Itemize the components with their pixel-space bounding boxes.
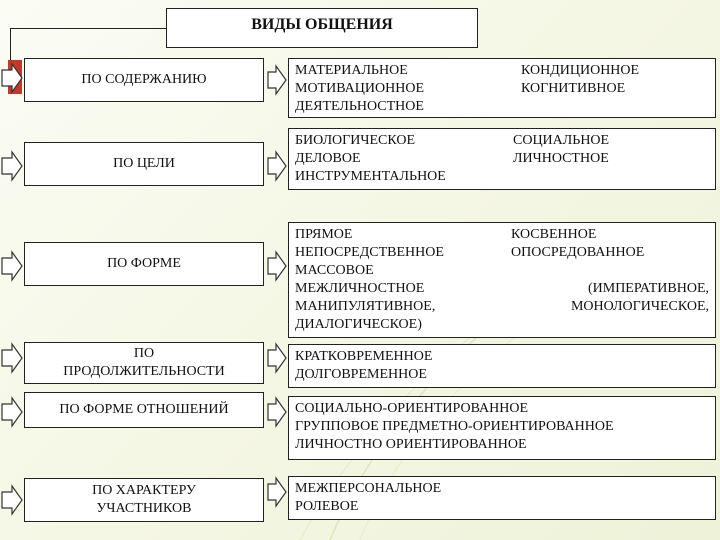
type-item: ДЕЯТЕЛЬНОСТНОЕ	[295, 99, 424, 114]
diagram-title	[166, 8, 478, 48]
type-item: ДЕЛОВОЕ	[295, 151, 361, 166]
frame-line-left	[10, 28, 11, 60]
type-item: ИНСТРУМЕНТАЛЬНОЕ	[295, 169, 446, 184]
type-item: КОНДИЦИОННОЕ	[521, 63, 640, 78]
category-label: УЧАСТНИКОВ	[96, 501, 192, 516]
type-item: ДОЛГОВРЕМЕННОЕ	[295, 367, 427, 382]
category-label: ПО ФОРМЕ ОТНОШЕНИЙ	[59, 402, 229, 417]
type-item: МОТИВАЦИОННОЕ	[295, 81, 425, 96]
arrow-mid-5	[268, 398, 286, 426]
arrow-mid-3	[268, 252, 286, 280]
type-item: МЕЖПЕРСОНАЛЬНОЕ	[295, 481, 442, 496]
types-box-content	[288, 58, 716, 118]
type-item: ЛИЧНОСТНОЕ	[513, 151, 609, 166]
category-label: ПО СОДЕРЖАНИЮ	[81, 72, 207, 87]
arrow-left-5	[2, 398, 22, 426]
types-box-participants	[288, 476, 716, 520]
arrow-mid-2	[268, 152, 286, 180]
type-item: СОЦИАЛЬНОЕ	[513, 133, 610, 148]
arrow-left-6	[2, 486, 22, 514]
type-item: РОЛЕВОЕ	[295, 499, 359, 514]
type-item: КРАТКОВРЕМЕННОЕ	[295, 349, 433, 364]
type-item: КОСВЕННОЕ	[511, 227, 597, 242]
category-label: ПО ХАРАКТЕРУ	[92, 483, 196, 498]
arrow-mid-1	[268, 66, 286, 94]
category-box-content	[24, 58, 264, 102]
type-item: МАНИПУЛЯТИВНОЕ,	[295, 299, 436, 314]
frame-line-top	[10, 28, 166, 29]
type-item: ДИАЛОГИЧЕСКОЕ)	[295, 317, 422, 332]
accent-tab	[8, 60, 22, 94]
type-item: МЕЖЛИЧНОСТНОЕ	[295, 281, 425, 296]
category-box-goal	[24, 142, 264, 186]
type-item: СОЦИАЛЬНО-ОРИЕНТИРОВАННОЕ	[295, 401, 529, 416]
category-label: ПО ФОРМЕ	[107, 256, 181, 271]
arrow-left-3	[2, 252, 22, 280]
types-box-goal	[288, 128, 716, 190]
type-item: ОПОСРЕДОВАННОЕ	[511, 245, 645, 260]
type-item: (ИМПЕРАТИВНОЕ,	[587, 281, 709, 296]
diagram-title-text: ВИДЫ ОБЩЕНИЯ	[251, 16, 393, 33]
arrow-mid-6	[268, 478, 286, 506]
category-label: ПО ЦЕЛИ	[113, 156, 175, 171]
category-box-participants	[24, 478, 264, 522]
category-box-relations	[24, 392, 264, 428]
types-box-form	[288, 222, 716, 338]
category-label: ПРОДОЛЖИТЕЛЬНОСТИ	[63, 364, 225, 379]
category-box-duration	[24, 342, 264, 384]
type-item: МОНОЛОГИЧЕСКОЕ,	[570, 299, 709, 314]
arrow-mid-4	[268, 344, 286, 372]
type-item: ГРУППОВОЕ ПРЕДМЕТНО-ОРИЕНТИРОВАННОЕ	[295, 419, 614, 434]
type-item: КОГНИТИВНОЕ	[521, 81, 626, 96]
types-box-duration	[288, 344, 716, 388]
type-item: МАССОВОЕ	[295, 263, 374, 278]
arrow-left-4	[2, 344, 22, 372]
type-item: МАТЕРИАЛЬНОЕ	[295, 63, 408, 78]
type-item: ПРЯМОЕ	[295, 227, 353, 242]
arrow-left-2	[2, 152, 22, 180]
type-item: НЕПОСРЕДСТВЕННОЕ	[295, 245, 444, 260]
category-box-form	[24, 242, 264, 286]
types-box-relations	[288, 396, 716, 460]
type-item: БИОЛОГИЧЕСКОЕ	[295, 133, 416, 148]
category-label: ПО	[133, 346, 155, 361]
type-item: ЛИЧНОСТНО ОРИЕНТИРОВАННОЕ	[295, 437, 527, 452]
